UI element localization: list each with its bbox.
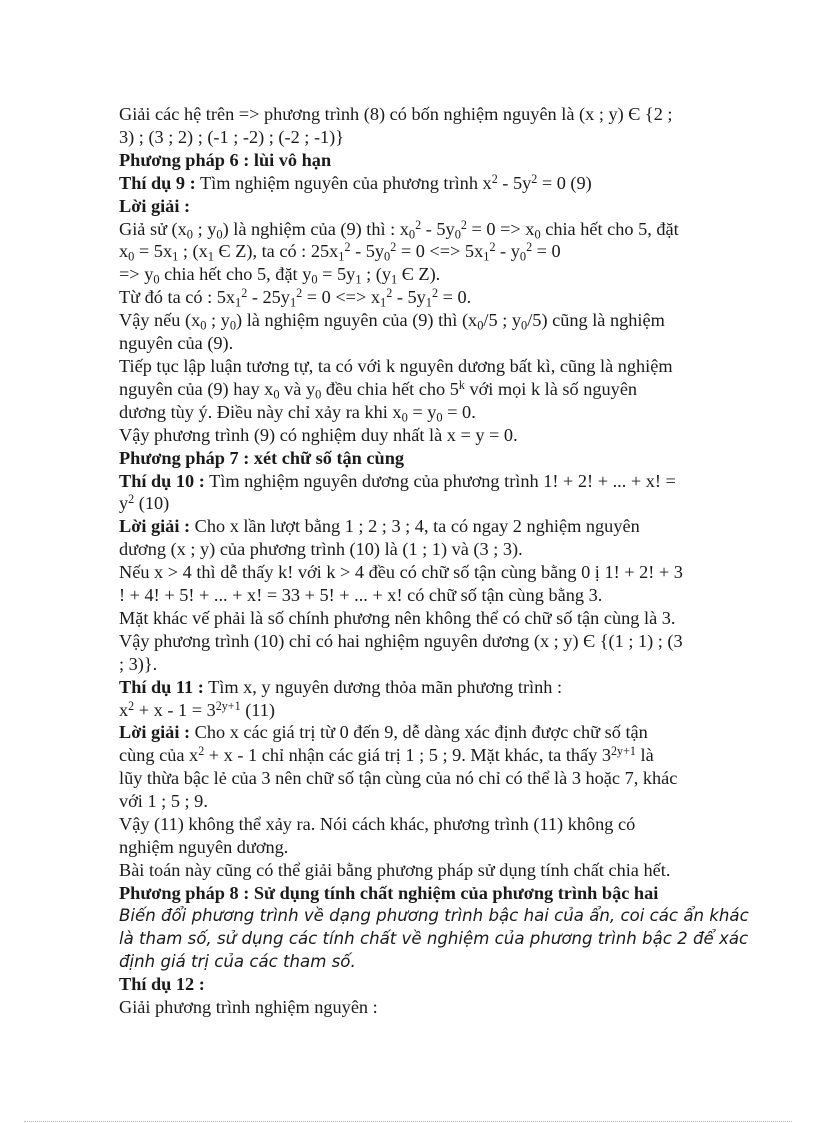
line-text: định giá trị của các tham số.	[119, 951, 356, 971]
text-line	[119, 286, 719, 309]
text-line	[119, 699, 719, 722]
line-text: /5) cũng là nghiệm	[527, 310, 665, 331]
solution-label-text: Lời giải :	[119, 516, 191, 537]
subscript: 0	[436, 410, 443, 425]
line-text: dương tùy ý. Điều này chỉ xảy ra khi x	[119, 401, 402, 422]
subscript: 0	[408, 227, 416, 241]
solution-label-text: Lời giải :	[119, 195, 191, 216]
superscript: k	[458, 377, 465, 392]
line-text: là	[635, 745, 654, 766]
superscript: 2	[431, 286, 439, 301]
subscript: 1	[207, 249, 214, 264]
superscript: 2	[128, 698, 135, 713]
example-label: Thí dụ 9 :	[119, 172, 196, 193]
superscript: 2	[344, 240, 351, 255]
text-line	[119, 859, 719, 882]
line-text: = 0 <=> 5x	[396, 241, 484, 262]
line-text: ; y	[206, 310, 230, 331]
text-line	[119, 584, 719, 607]
subscript: 1	[289, 295, 297, 310]
subscript: 1	[425, 295, 432, 310]
line-text: ; (y	[361, 264, 391, 285]
line-text: - y	[495, 241, 520, 262]
subscript: 0	[216, 227, 223, 241]
text-line	[119, 721, 719, 744]
line-text: Є Z), ta có : 25x	[213, 241, 339, 262]
line-text: Vậy phương trình (9) có nghiệm duy nhất là x = y = 0.	[119, 424, 518, 445]
line-text: Є Z).	[397, 264, 441, 285]
line-text: /5 ; y	[483, 310, 521, 331]
line-text: = y	[407, 401, 437, 422]
example-label: Thí dụ 11 :	[119, 676, 204, 697]
line-text: chia hết cho 5, đặt y	[159, 264, 312, 285]
subscript: 1	[355, 272, 362, 287]
line-text: ; 3)}.	[119, 653, 158, 674]
example-9-statement	[119, 172, 719, 195]
line-text: y	[119, 493, 129, 514]
line-text: + x - 1 = 3	[134, 699, 216, 720]
text-line	[119, 401, 719, 424]
text-line	[119, 492, 719, 515]
line-text: Tìm nghiệm nguyên của phương trình x	[195, 172, 492, 193]
line-text: 3) ; (3 ; 2) ; (-1 ; -2) ; (-2 ; -1)}	[119, 126, 345, 147]
example-label: Thí dụ 10 :	[119, 470, 205, 491]
line-text: - 5y	[497, 172, 532, 193]
text-line	[119, 126, 719, 149]
text-line	[119, 515, 719, 538]
line-text: Từ đó ta có : 5x	[119, 287, 236, 308]
line-text: = 5y	[317, 264, 356, 285]
line-text: Mặt khác vế phải là số chính phương nên không thể có chữ số tận cùng là 3.	[119, 607, 676, 628]
line-text: cùng của x	[119, 745, 199, 766]
subscript: 0	[273, 387, 280, 402]
line-text: ) là nghiệm của (9) thì : x	[222, 218, 409, 239]
subscript: 0	[384, 249, 391, 264]
line-text: = 0 <=> x	[302, 287, 380, 308]
line-text: ; y	[193, 218, 217, 239]
subscript: 1	[380, 295, 387, 310]
text-line	[119, 836, 719, 859]
text-line	[119, 309, 719, 332]
line-text: Vậy (11) không thể xảy ra. Nói cách khác, phương trình (11) không có	[119, 814, 636, 835]
subscript: 0	[315, 387, 322, 402]
line-text: nguyên của (9) hay x	[119, 378, 274, 399]
line-text: Cho x các giá trị từ 0 đến 9, dễ dàng xác định được chữ số tận	[190, 722, 648, 743]
superscript: 2	[386, 286, 393, 301]
text-line	[119, 790, 719, 813]
line-text: = 0.	[442, 401, 476, 422]
line-text: Tìm nghiệm nguyên dương của phương trình 1! + 2! + ... + x! =	[204, 470, 676, 491]
subscript: 1	[390, 272, 398, 287]
superscript: 2	[531, 171, 538, 186]
text-line	[119, 263, 719, 286]
subscript: 0	[401, 410, 408, 425]
text-line	[119, 218, 719, 241]
text-line	[119, 538, 719, 561]
superscript: 2y+1	[611, 744, 636, 759]
italic-description	[119, 951, 719, 974]
line-text: chia hết cho 5, đặt	[540, 218, 679, 239]
subscript: 1	[338, 249, 345, 264]
line-text: (10)	[134, 493, 170, 514]
heading-text: Phương pháp 6 : lùi vô hạn	[119, 149, 332, 170]
line-text: ! + 4! + 5! + ... + x! = 33 + 5! + ... + x! có chữ số tận cùng bằng 3.	[119, 585, 603, 606]
superscript: 2y+1	[215, 698, 241, 713]
superscript: 2	[460, 217, 467, 232]
line-text: dương (x ; y) của phương trình (10) là (1 ; 1) và (3 ; 3).	[119, 539, 523, 560]
text-line	[119, 653, 719, 676]
line-text: x	[119, 699, 129, 720]
section-heading-method-6	[119, 149, 719, 172]
subscript: 0	[128, 249, 135, 264]
text-line	[119, 607, 719, 630]
line-text: - 25y	[247, 287, 290, 308]
heading-text: Phương pháp 8 : Sử dụng tính chất nghiệm của phương trình bậc hai	[119, 882, 659, 903]
line-text: = 0	[532, 241, 561, 262]
line-text: - 5y	[421, 218, 455, 239]
text-line	[119, 332, 719, 355]
line-text: Giải các hệ trên => phương trình (8) có bốn nghiệm nguyên là (x ; y) Є {2 ;	[119, 104, 673, 124]
solution-label-text: Lời giải :	[119, 722, 191, 743]
line-text: đều chia hết cho 5	[321, 378, 459, 399]
subscript: 0	[454, 227, 461, 241]
line-text: và y	[279, 378, 316, 399]
subscript: 0	[519, 249, 527, 264]
superscript: 2	[491, 171, 498, 186]
superscript: 2	[415, 217, 422, 232]
line-text: với 1 ; 5 ; 9.	[119, 791, 208, 812]
line-text: Tiếp tục lập luận tương tự, ta có với k nguyên dương bất kì, cũng là nghiệm	[119, 355, 673, 376]
line-text: Giả sử (x	[119, 218, 187, 239]
line-text: Giải phương trình nghiệm nguyên :	[119, 997, 378, 1018]
italic-description	[119, 905, 749, 928]
text-line	[119, 767, 719, 790]
example-10-statement	[119, 470, 719, 493]
subscript: 0	[153, 272, 160, 287]
line-text: = 5x	[134, 241, 173, 262]
subscript: 0	[534, 227, 541, 241]
superscript: 2	[489, 240, 496, 255]
line-text: Bài toán này cũng có thể giải bằng phương pháp sử dụng tính chất chia hết.	[119, 859, 671, 880]
line-text: ; (x	[178, 241, 208, 262]
line-text: = 0.	[438, 287, 472, 308]
solution-label	[119, 195, 719, 218]
line-text: Cho x lần lượt bằng 1 ; 2 ; 3 ; 4, ta có ngay 2 nghiệm nguyên	[190, 516, 640, 537]
text-line	[119, 103, 719, 126]
subscript: 0	[311, 272, 318, 287]
superscript: 2	[241, 286, 248, 301]
line-text: (11)	[240, 699, 275, 720]
italic-description	[119, 928, 749, 951]
superscript: 2	[198, 744, 205, 759]
subscript: 1	[235, 295, 242, 310]
line-text: x	[119, 241, 129, 262]
superscript: 2	[296, 286, 303, 301]
text-line	[119, 424, 719, 447]
text-line	[119, 813, 719, 836]
line-text: Vậy nếu (x	[119, 310, 201, 331]
page-footer-divider	[24, 1121, 792, 1122]
line-text: Biến đổi phương trình về dạng phương trình bậc hai của ẩn, coi các ẩn khác	[119, 905, 749, 925]
document-page	[119, 103, 749, 1019]
text-line	[119, 630, 719, 653]
superscript: 2	[390, 240, 397, 255]
line-text: - 5y	[350, 241, 385, 262]
line-text: Tìm x, y nguyên dương thỏa mãn phương trình :	[203, 676, 563, 697]
line-text: lũy thừa bậc lẻ của 3 nên chữ số tận cùng của nó chỉ có thể là 3 hoặc 7, khác	[119, 768, 678, 789]
line-text: Nếu x > 4 thì dễ thấy k! với k > 4 đều có chữ số tận cùng bằng 0 ị 1! + 2! + 3	[119, 562, 683, 583]
superscript: 2	[128, 492, 135, 507]
subscript: 0	[477, 318, 484, 333]
line-text: + x - 1 chỉ nhận các giá trị 1 ; 5 ; 9. Mặt khác, ta thấy 3	[204, 745, 612, 766]
example-12-label	[119, 973, 719, 996]
superscript: 2	[526, 240, 533, 255]
line-text: với mọi k là số nguyên	[464, 378, 638, 399]
line-text: Vậy phương trình (10) chỉ có hai nghiệm nguyên dương (x ; y) Є {(1 ; 1) ; (3	[119, 630, 683, 651]
subscript: 0	[200, 318, 207, 333]
subscript: 1	[172, 249, 179, 264]
example-label: Thí dụ 12 :	[119, 974, 205, 995]
line-text: = 0 => x	[466, 218, 535, 239]
text-line	[119, 355, 719, 378]
section-heading-method-7	[119, 447, 719, 470]
line-text: => y	[119, 264, 154, 285]
line-text: ) là nghiệm nguyên của (9) thì (x	[236, 310, 478, 331]
subscript: 0	[521, 318, 528, 333]
text-line	[119, 378, 719, 401]
text-line	[119, 240, 719, 263]
line-text: nguyên của (9).	[119, 333, 234, 354]
line-text: nghiệm nguyên dương.	[119, 837, 289, 857]
text-line	[119, 561, 719, 584]
line-text: là tham số, sử dụng các tính chất về nghiệm của phương trình bậc 2 để xác	[119, 928, 749, 948]
line-text: = 0 (9)	[537, 172, 592, 193]
text-line	[119, 744, 719, 767]
line-text: - 5y	[392, 287, 426, 308]
subscript: 0	[229, 318, 237, 333]
subscript: 0	[186, 227, 194, 241]
subscript: 1	[483, 249, 490, 264]
text-line	[119, 996, 719, 1019]
heading-text: Phương pháp 7 : xét chữ số tận cùng	[119, 447, 405, 468]
section-heading-method-8	[119, 882, 719, 905]
example-11-statement	[119, 676, 719, 699]
